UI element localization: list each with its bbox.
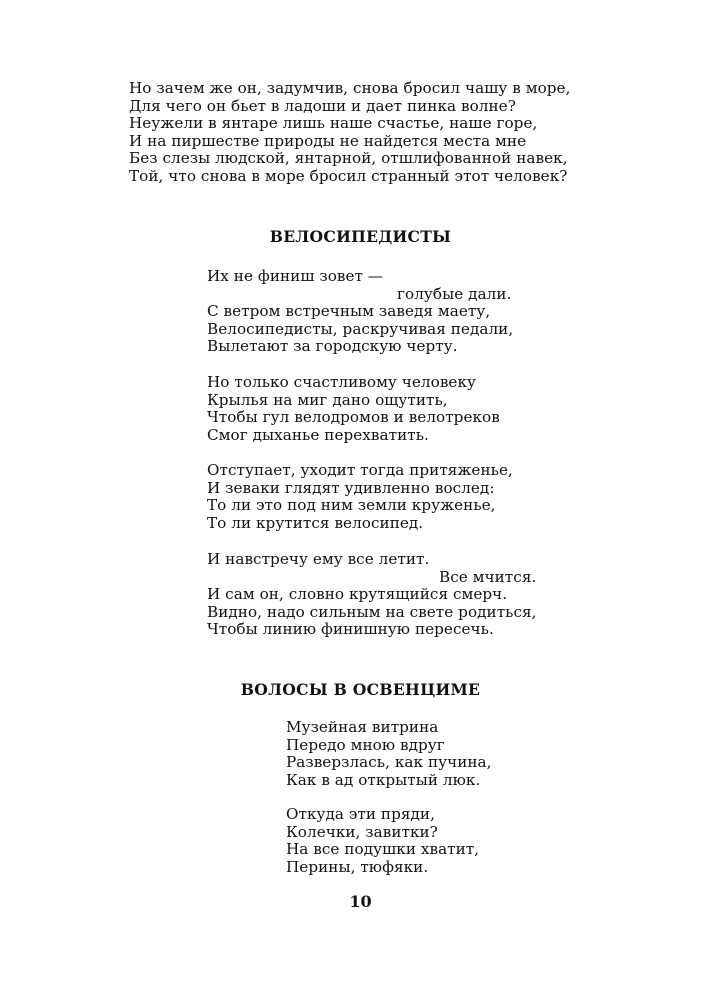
page-number: 10	[349, 892, 372, 911]
verse-line: То ли крутится велосипед.	[207, 513, 424, 532]
poem1-stanza-3	[207, 462, 513, 532]
poem-title: ВЕЛОСИПЕДИСТЫ	[269, 227, 452, 246]
poem2-stanza-1	[286, 719, 492, 789]
verse-line: На все подушки хватит,	[286, 840, 480, 859]
verse-line: То ли это под ним земли круженье,	[207, 496, 496, 515]
verse-line: И сам он, словно крутящийся смерч.	[207, 585, 508, 604]
verse-line: Их не финиш зовет —	[207, 267, 384, 285]
verse-line: Той, что снова в море бросил странный этот человек?	[129, 166, 568, 185]
verse-line: И зеваки глядят удивленно вослед:	[207, 478, 495, 497]
verse-line: голубые дали.	[397, 284, 512, 303]
verse-line: Для чего он бьет в ладоши и дает пинка волне?	[129, 96, 516, 115]
verse-line: Музейная витрина	[286, 718, 439, 736]
verse-line: С ветром встречным заведя маету,	[207, 302, 491, 321]
poem1-stanza-2	[207, 374, 500, 444]
verse-line: Перины, тюфяки.	[286, 857, 429, 876]
verse-line: Отступает, уходит тогда притяженье,	[207, 461, 513, 479]
verse-line: Вылетают за городскую черту.	[207, 337, 458, 356]
verse-line: Разверзлась, как пучина,	[286, 753, 492, 772]
verse-line: Смог дыханье перехватить.	[207, 425, 429, 444]
poem2-stanza-2	[286, 806, 479, 876]
verse-line: Все мчится.	[439, 567, 537, 586]
intro-stanza	[129, 80, 570, 186]
poem1-stanza-1	[207, 268, 513, 356]
verse-line: И на пиршестве природы не найдется места мне	[129, 131, 527, 150]
verse-line: Крылья на миг дано ощутить,	[207, 390, 448, 409]
verse-line: Передо мною вдруг	[286, 735, 445, 754]
verse-line: Без слезы людской, янтарной, отшлифованной навек,	[129, 149, 568, 168]
verse-line: Велосипедисты, раскручивая педали,	[207, 319, 514, 338]
verse-line: И навстречу ему все летит.	[207, 550, 430, 568]
verse-line: Как в ад открытый люк.	[286, 770, 481, 789]
verse-line: Но зачем же он, задумчив, снова бросил чашу в море,	[129, 79, 571, 97]
verse-line: Чтобы линию финишную пересечь.	[207, 620, 494, 639]
verse-line: Видно, надо сильным на свете родиться,	[207, 602, 537, 621]
verse-line: Колечки, завитки?	[286, 822, 438, 841]
poem1-stanza-4	[207, 551, 537, 639]
verse-line: Чтобы гул велодромов и велотреков	[207, 408, 500, 427]
verse-line: Откуда эти пряди,	[286, 805, 435, 823]
verse-line: Неужели в янтаре лишь наше счастье, наше горе,	[129, 114, 538, 133]
verse-line: Но только счастливому человеку	[207, 373, 476, 391]
poem-title: ВОЛОСЫ В ОСВЕНЦИМЕ	[240, 680, 481, 699]
